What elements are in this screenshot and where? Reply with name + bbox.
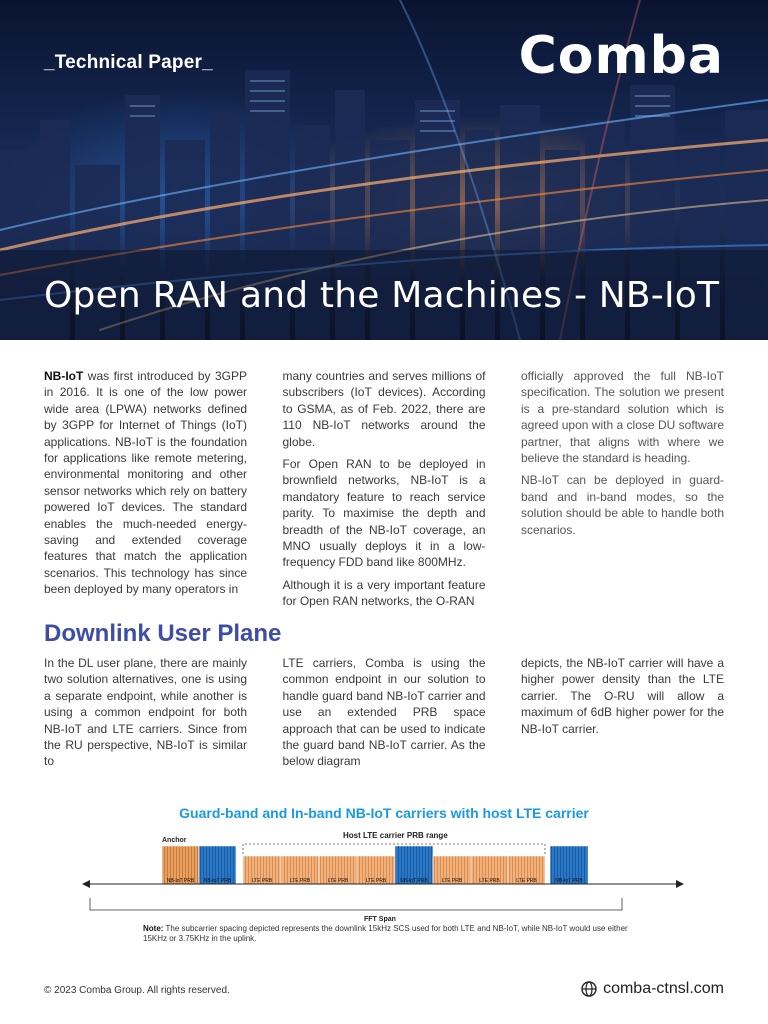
- globe-icon: [581, 981, 597, 997]
- prb-blocks: [162, 846, 588, 884]
- axis-arrow-left: [82, 880, 90, 888]
- axis-arrow-right: [676, 880, 684, 888]
- fft-span-label: FFT Span: [364, 916, 396, 923]
- website-url[interactable]: comba-ctnsl.com: [603, 980, 724, 997]
- diagram-title: Guard-band and In-band NB-IoT carriers with host LTE carrier: [179, 805, 589, 821]
- downlink-paragraph: depicts, the NB-IoT carrier will have a higher power density than the LTE carrier. The O-RU will allow a maximum of 6dB higher power for the NB-IoT carrier.: [521, 656, 724, 736]
- downlink-column-2: [283, 655, 486, 776]
- prb-block-label: NB-IoT PRB: [555, 878, 583, 884]
- comba-logo: Comba: [518, 26, 724, 86]
- prb-block-label: LTE PRB: [479, 878, 500, 884]
- diagram-note: [143, 924, 633, 944]
- hero-banner: [0, 0, 768, 340]
- downlink-paragraph: In the DL user plane, there are mainly two solution alternatives, one is using a separate endpoint, while another is using a common endpoint for both NB-IoT and LTE carriers. Since from the RU perspective, NB-IoT is similar to: [44, 656, 247, 769]
- downlink-section: [44, 655, 724, 776]
- intro-section: [44, 368, 724, 616]
- note-text: The subcarrier spacing depicted represents the downlink 15kHz SCS used for both LTE and NB-IoT, while NB-IoT would use either 15KHz or 3.75KHz in the uplink.: [143, 924, 628, 943]
- prb-block-label: LTE PRB: [516, 878, 537, 884]
- downlink-column-1: [44, 655, 247, 776]
- intro-paragraph: was first introduced by 3GPP in 2016. It is one of the low power wide area (LPWA) networks defined by 3GPP for Internet of Things (IoT) applications. NB-IoT is the foundation for applications like remote metering, environmental monitoring and other sensor networks which rely on battery powered IoT devices. The standard enables the much-needed energy-saving and extended coverage features that match the application scenarios. This technology has since been deployed by many operators in: [44, 369, 247, 597]
- prb-block-label: NB-IoT PRB: [400, 878, 428, 884]
- intro-paragraph: officially approved the full NB-IoT specification. The solution we present is a pre-standard solution which is agreed upon with a close DU software partner, that aligns with where we believe the standard is heading.: [521, 369, 724, 466]
- host-range-label: Host LTE carrier PRB range: [343, 831, 448, 840]
- fft-span-bracket: [90, 898, 622, 910]
- prb-block-label: LTE PRB: [441, 878, 463, 884]
- intro-column-2: [283, 368, 486, 616]
- intro-paragraph: Although it is a very important feature for Open RAN networks, the O-RAN: [282, 577, 486, 609]
- prb-block-label: NB-IoT PRB: [166, 878, 195, 884]
- host-range-bracket: [243, 844, 545, 854]
- section-heading-downlink: Downlink User Plane: [44, 620, 282, 647]
- note-label: Note:: [143, 924, 164, 933]
- intro-paragraph: NB-IoT can be deployed in guard-band and in-band modes, so the solution should be able to handle both scenarios.: [521, 473, 724, 537]
- intro-paragraph: many countries and serves millions of subscribers (IoT devices). According to GSMA, as of Feb. 2022, there are 110 NB-IoT networks around the globe.: [282, 369, 486, 449]
- prb-block-label: LTE PRB: [365, 878, 387, 884]
- intro-lead-term: NB-IoT: [44, 369, 84, 383]
- intro-paragraph: For Open RAN to be deployed in brownfield networks, NB-IoT is a mandatory feature to reach service parity. To maximise the depth and breadth of the NB-IoT coverage, an MNO usually deploys it in a low-frequency FDD band like 800MHz.: [282, 457, 486, 570]
- intro-column-1: [44, 368, 247, 616]
- intro-column-3: [521, 368, 724, 616]
- downlink-column-3: [521, 655, 724, 776]
- website-link[interactable]: [581, 980, 724, 998]
- copyright-text: © 2023 Comba Group. All rights reserved.: [44, 985, 230, 996]
- document-type-label: _Technical Paper_: [44, 52, 213, 73]
- page-title: Open RAN and the Machines - NB-IoT: [44, 275, 720, 316]
- prb-block-label: NB-IoT PRB: [203, 878, 232, 884]
- prb-block-label: LTE PRB: [289, 878, 311, 884]
- prb-block-label: LTE PRB: [327, 878, 349, 884]
- anchor-label: Anchor: [162, 837, 187, 844]
- downlink-paragraph: LTE carriers, Comba is using the common endpoint in our solution to handle guard band NB-IoT carrier and use an extended PRB space approach that can be used to indicate the guard band NB-IoT carrier. As the below diagram: [282, 656, 486, 769]
- prb-block-label: LTE PRB: [251, 878, 273, 884]
